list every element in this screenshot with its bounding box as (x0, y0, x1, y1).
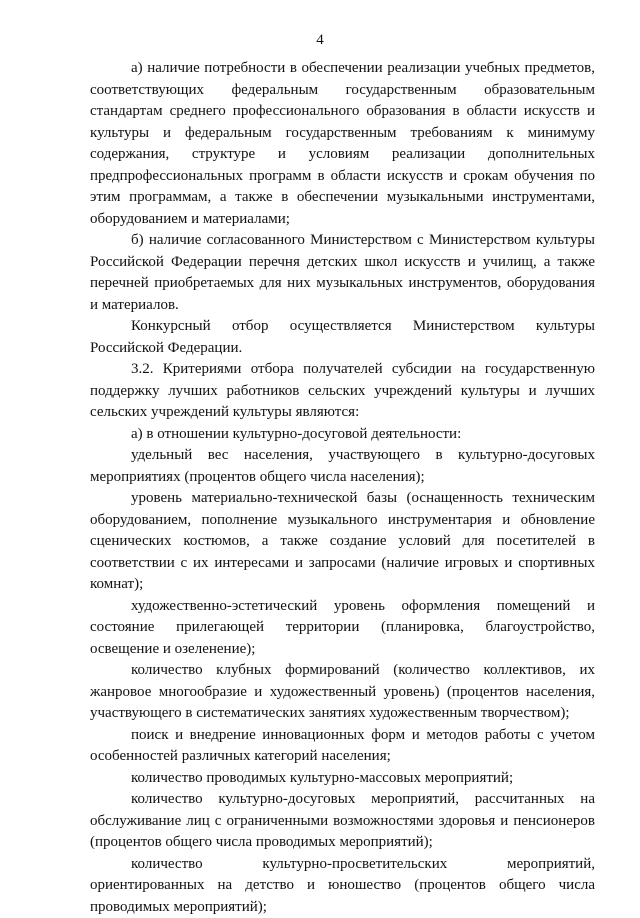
paragraph-cultural-leisure-heading: а) в отношении культурно-досуговой деятельности: (90, 424, 595, 446)
paragraph-population-share: удельный вес населения, участвующего в культурно-досуговых мероприятиях (процентов общего числа населения); (90, 445, 595, 488)
paragraph-criterion-a: а) наличие потребности в обеспечении реализации учебных предметов, соответствующих федеральным государственным образовательным стандартам среднего профессионального образования в области искусств и культуры и федеральным государственным требованиям к минимуму содержания, структуре и условиям реализации дополнительных предпрофессиональных программ в области искусств и срокам обучения по этим программам, а также в обеспечении музыкальными инструментами, оборудованием и материалами; (90, 58, 595, 230)
paragraph-mass-events: количество проводимых культурно-массовых мероприятий; (90, 768, 595, 790)
paragraph-accessible-events: количество культурно-досуговых мероприятий, рассчитанных на обслуживание лиц с ограниченными возможностями здоровья и пенсионеров (процентов общего числа проводимых мероприятий); (90, 789, 595, 854)
paragraph-competitive-selection: Конкурсный отбор осуществляется Министерством культуры Российской Федерации. (90, 316, 595, 359)
document-body (90, 58, 595, 918)
paragraph-section-3-2: 3.2. Критериями отбора получателей субсидии на государственную поддержку лучших работников сельских учреждений культуры и лучших сельских учреждений культуры являются: (90, 359, 595, 424)
paragraph-material-base: уровень материально-технической базы (оснащенность техническим оборудованием, пополнение музыкального инструментария и обновление сценических костюмов, а также создание условий для посетителей в соответствии с их интересами и запросами (наличие игровых и спортивных комнат); (90, 488, 595, 596)
paragraph-club-formations: количество клубных формирований (количество коллективов, их жанровое многообразие и художественный уровень) (процентов населения, участвующего в систематических занятиях художественным творчеством); (90, 660, 595, 725)
paragraph-aesthetic-level: художественно-эстетический уровень оформления помещений и состояние прилегающей территории (планировка, благоустройство, освещение и озеленение); (90, 596, 595, 661)
paragraph-youth-events: количество культурно-просветительских мероприятий, ориентированных на детство и юношество (процентов общего числа проводимых мероприятий); (90, 854, 595, 918)
paragraph-innovation: поиск и внедрение инновационных форм и методов работы с учетом особенностей различных категорий населения; (90, 725, 595, 768)
paragraph-criterion-b: б) наличие согласованного Министерством с Министерством культуры Российской Федерации перечня детских школ искусств и училищ, а также перечней приобретаемых для них музыкальных инструментов, оборудования и материалов. (90, 230, 595, 316)
page-number: 4 (0, 31, 640, 49)
